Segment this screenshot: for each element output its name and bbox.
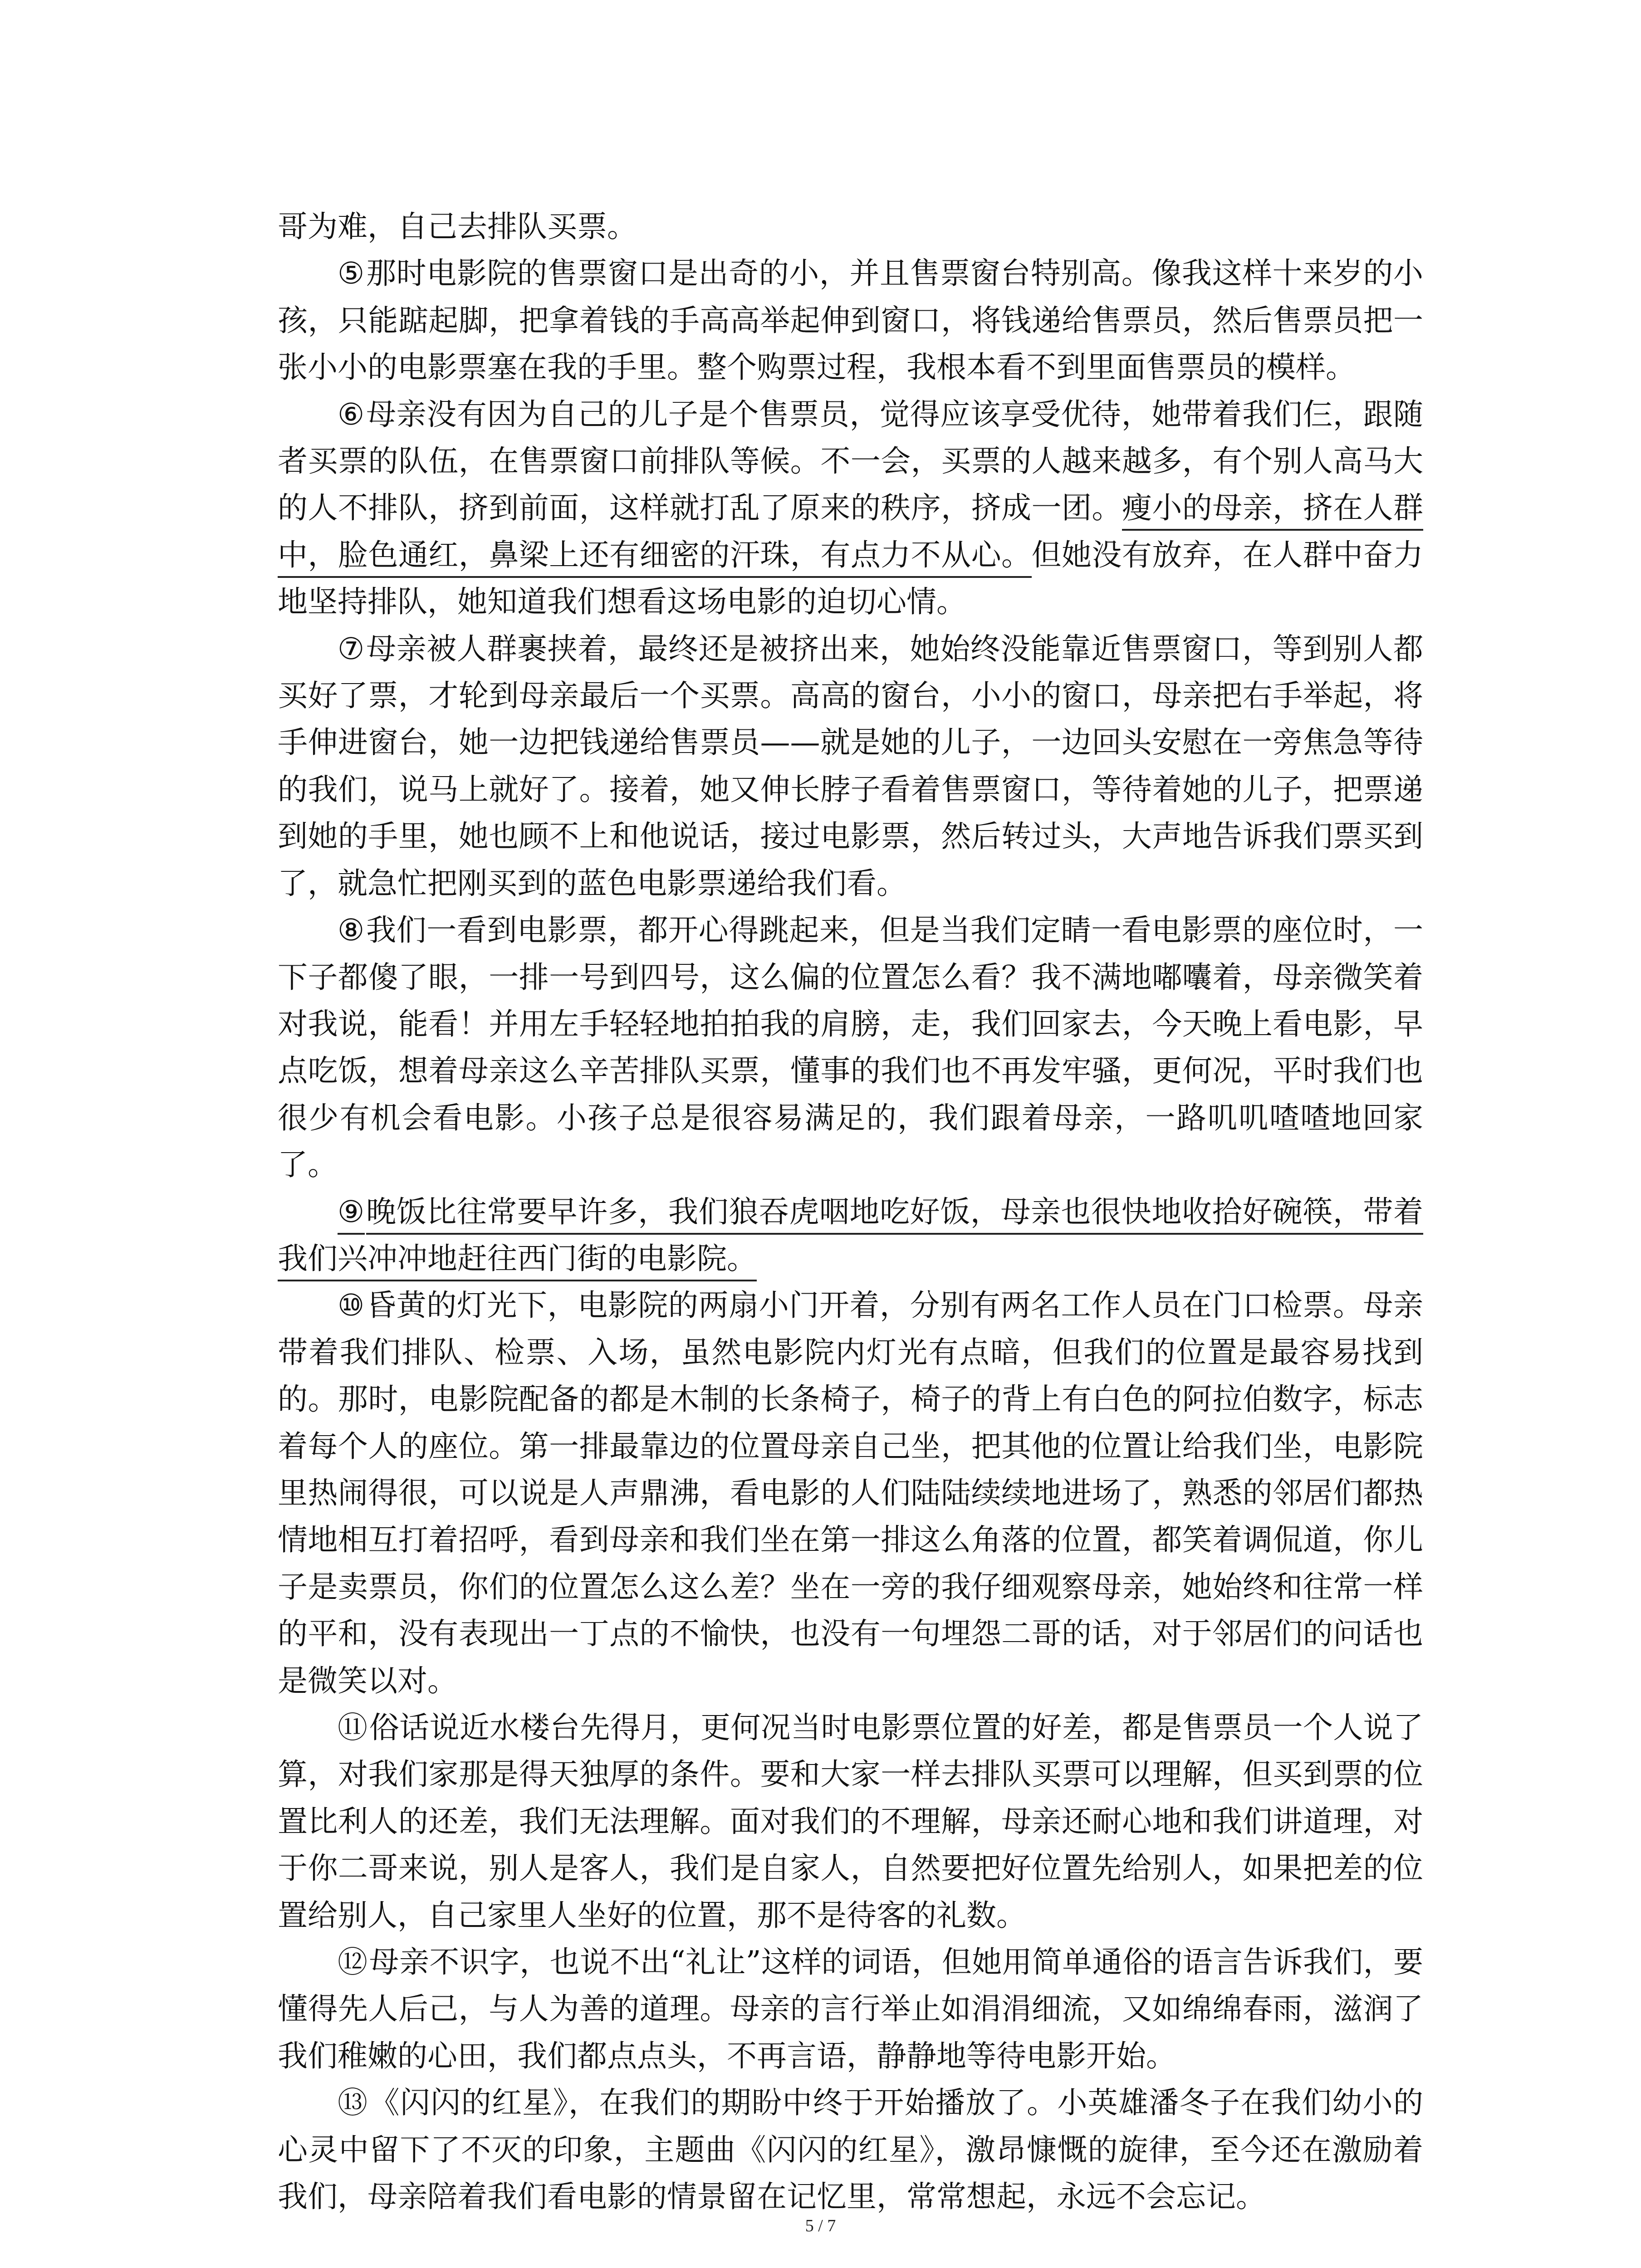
paragraph-number: ⑨ — [338, 1194, 365, 1235]
paragraph-number: ⑪ — [338, 1710, 368, 1745]
paragraph-12 — [278, 1939, 1423, 2079]
paragraph-8 — [278, 907, 1423, 1188]
paragraph-text: 母亲没有因为自己的儿子是个售票员，觉得应该享受优待，她带着我们仨，跟随者买票的队伍，在售票窗口前排队等候。不一会，买票的人越来越多，有个别人高马大的人不排队，挤到前面，这样就打乱了原来的秩序，挤成一团。 — [278, 396, 1424, 526]
paragraph-number: ⑬ — [338, 2085, 368, 2121]
paragraph-text: 母亲被人群裹挟着，最终还是被挤出来，她始终没能靠近售票窗口，等到别人都买好了票，才轮到母亲最后一个买票。高高的窗台，小小的窗口，母亲把右手举起，将手伸进窗台，她一边把钱递给售票员——就是她的儿子，一边回头安慰在一旁焦急等待的我们，说马上就好了。接着，她又伸长脖子看着售票窗口，等待着她的儿子，把票递到她的手里，她也顾不上和他说话，接过电影票，然后转过头，大声地告诉我们票买到了，就急忙把刚买到的蓝色电影票递给我们看。 — [278, 631, 1424, 901]
paragraph-text: 哥为难，自己去排队买票。 — [278, 209, 637, 244]
paragraph-7 — [278, 626, 1423, 907]
paragraph-text: 但她没有放弃，在人群中奋力地坚持排队，她知道我们想看这场电影的迫切心情。 — [278, 537, 1424, 620]
paragraph-9 — [278, 1188, 1423, 1282]
paragraph-number: ⑦ — [338, 631, 365, 666]
underlined-sentence: 晚饭比往常要早许多，我们狼吞虎咽地吃好饭，母亲也很快地收拾好碗筷，带着我们兴冲冲地赶往西门街的电影院。 — [278, 1194, 1423, 1281]
paragraph-text: 昏黄的灯光下，电影院的两扇小门开着，分别有两名工作人员在门口检票。母亲带着我们排队、检票、入场，虽然电影院内灯光有点暗，但我们的位置是最容易找到的。那时，电影院配备的都是木制的长条椅子，椅子的背上有白色的阿拉伯数字，标志着每个人的座位。第一排最靠边的位置母亲自己坐，把其他的位置让给我们坐，电影院里热闹得很，可以说是人声鼎沸，看电影的人们陆陆续续地进场了，熟悉的邻居们都热情地相互打着招呼，看到母亲和我们坐在第一排这么角落的位置，都笑着调侃道，你儿子是卖票员，你们的位置怎么这么差？坐在一旁的我仔细观察母亲，她始终和往常一样的平和，没有表现出一丁点的不愉快，也没有一句埋怨二哥的话，对于邻居们的问话也是微笑以对。 — [278, 1288, 1424, 1698]
paragraph-number: ⑩ — [338, 1288, 365, 1323]
paragraph-text: 那时电影院的售票窗口是出奇的小，并且售票窗台特别高。像我这样十来岁的小孩，只能踮起脚，把拿着钱的手高高举起伸到窗口，将钱递给售票员，然后售票员把一张小小的电影票塞在我的手里。整个购票过程，我根本看不到里面售票员的模样。 — [278, 256, 1424, 385]
paragraph-text: 我们一看到电影票，都开心得跳起来，但是当我们定睛一看电影票的座位时，一下子都傻了眼，一排一号到四号，这么偏的位置怎么看？我不满地嘟囔着，母亲微笑着对我说，能看！并用左手轻轻地拍拍我的肩膀，走，我们回家去，今天晚上看电影，早点吃饭，想着母亲这么辛苦排队买票，懂事的我们也不再发牢骚，更何况，平时我们也很少有机会看电影。小孩子总是很容易满足的，我们跟着母亲，一路叽叽喳喳地回家了。 — [278, 913, 1424, 1183]
article-body — [278, 203, 1423, 2220]
page-number: 5 / 7 — [805, 2216, 836, 2235]
paragraph-13 — [278, 2079, 1423, 2220]
paragraph-number: ⑧ — [338, 913, 365, 948]
paragraph-number: ⑤ — [338, 256, 365, 291]
paragraph-text: 《闪闪的红星》，在我们的期盼中终于开始播放了。小英雄潘冬子在我们幼小的心灵中留下了不灭的印象，主题曲《闪闪的红星》，激昂慷慨的旋律，至今还在激励着我们，母亲陪着我们看电影的情景留在记忆里，常常想起，永远不会忘记。 — [278, 2085, 1424, 2214]
paragraph-text: 母亲不识字，也说不出“礼让”这样的词语，但她用简单通俗的语言告诉我们，要懂得先人后己，与人为善的道理。母亲的言行举止如涓涓细流，又如绵绵春雨，滋润了我们稚嫩的心田，我们都点点头，不再言语，静静地等待电影开始。 — [278, 1945, 1424, 2073]
underlined-sentence: 瘦小的母亲，挤在人群中，脸色通红，鼻梁上还有细密的汗珠，有点力不从心。 — [278, 490, 1423, 577]
paragraph-6 — [278, 391, 1423, 626]
paragraph-10 — [278, 1282, 1423, 1704]
paragraph-11 — [278, 1704, 1423, 1939]
paragraph-number: ⑫ — [338, 1945, 368, 1980]
paragraph-4-end — [278, 203, 1423, 250]
paragraph-number: ⑥ — [338, 396, 365, 432]
paragraph-text: 俗话说近水楼台先得月，更何况当时电影票位置的好差，都是售票员一个人说了算，对我们家那是得天独厚的条件。要和大家一样去排队买票可以理解，但买到票的位置比利人的还差，我们无法理解。面对我们的不理解，母亲还耐心地和我们讲道理，对于你二哥来说，别人是客人，我们是自家人，自然要把好位置先给别人，如果把差的位置给别人，自己家里人坐好的位置，那不是待客的礼数。 — [278, 1710, 1424, 1933]
paragraph-5 — [278, 250, 1423, 391]
